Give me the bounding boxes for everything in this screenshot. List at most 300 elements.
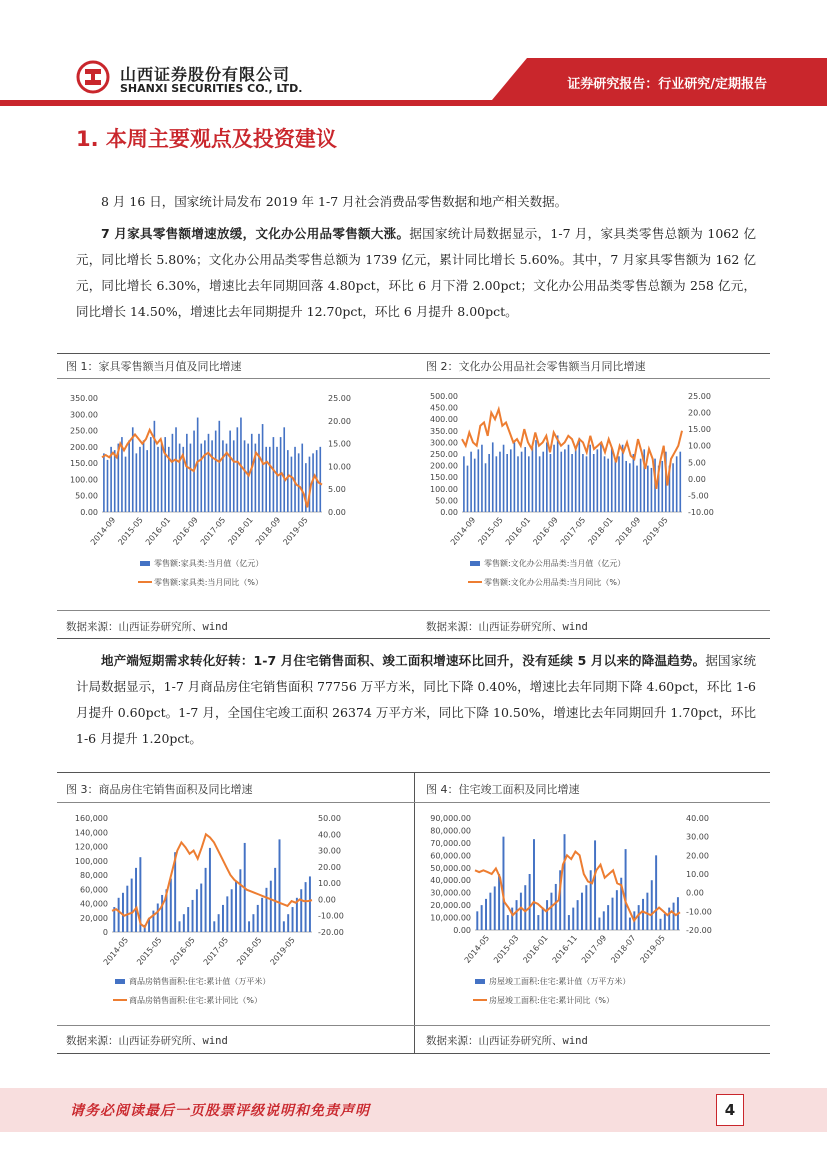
figure-1-caption: 图 1：家具零售额当月值及同比增速 [66,360,242,373]
left-axis-tick: 0 [102,928,108,937]
bar [535,440,537,512]
bar [651,468,653,512]
company-name-en: SHANXI SECURITIES CO., LTD. [120,82,303,95]
bar [481,905,483,930]
bar [517,456,519,512]
bar [485,463,487,512]
figure-3-caption: 图 3：商品房住宅销售面积及同比增速 [66,783,253,796]
bar [265,888,267,932]
bar [291,457,293,512]
bar [651,880,653,930]
bar [146,450,148,512]
legend-line-label: 零售额:文化办公用品类:当月同比（%） [484,578,625,587]
right-axis-tick: 5.00 [328,485,346,495]
bar [510,449,512,512]
bar [668,908,670,930]
line-series [112,834,312,927]
bar [502,837,504,930]
x-axis-tick: 2018-09 [253,515,283,547]
legend-bar-label: 商品房销售面积:住宅:累计值（万平米） [129,977,271,986]
x-axis-tick: 2016-09 [171,515,200,547]
bar [257,905,259,932]
bar [481,445,483,512]
bar [520,893,522,930]
bar [604,456,606,512]
bar [529,874,531,930]
legend-bar-label: 零售额:文化办公用品类:当月值（亿元） [484,559,626,568]
bar [235,881,237,932]
x-axis-tick: 2017-05 [201,935,231,967]
right-axis-tick: -10.00 [686,907,712,917]
x-axis-tick: 2016-01 [521,933,550,965]
bar [208,434,210,512]
bar [143,440,145,512]
right-axis-tick: 20.00 [328,416,351,426]
figure-2-chart [420,382,760,604]
bar [118,898,120,932]
figure-4-caption: 图 4：住宅竣工面积及同比增速 [426,783,580,796]
bar [258,434,260,512]
bar [226,896,228,932]
left-axis-tick: 300.00 [70,410,98,420]
bar [590,870,592,930]
header-band [0,100,827,106]
bar [506,454,508,512]
figure-3-chart [60,806,405,1020]
bar [283,921,285,932]
x-axis-tick: 2019-05 [638,933,667,965]
bar [161,444,163,512]
bar [276,447,278,512]
figure-rule-bottom-2 [57,1053,770,1054]
left-axis-tick: 80,000.00 [430,826,471,836]
x-axis-tick: 2018-01 [586,515,615,547]
paragraph-3-body: 据国家统计局数据显示，1-7 月商品房住宅销售面积 77756 万平方米，同比下降 0.40%，增速比去年同期下降 4.60pct，环比 1-6 月提升 0.60pct。1-7 月，全国住宅竣工面积 26374 万平方米，同比下降 10.50%，增速比去年同期回升 1.70pct，环比 1-6 月提升 1.20pct。 [76,653,756,746]
x-axis-tick: 2014-05 [101,935,131,967]
bar [492,442,494,512]
x-axis-tick: 2016-05 [168,935,197,967]
bar [629,463,631,512]
left-axis-tick: 250.00 [70,426,98,436]
figure-2-source: 数据来源：山西证券研究所、wind [426,621,588,633]
bar [131,879,133,932]
left-axis-tick: 100.00 [430,484,458,494]
bar [103,453,105,512]
bar [244,440,246,512]
bar [305,882,307,932]
bar [542,908,544,930]
left-axis-tick: 350.00 [430,426,458,436]
x-axis-tick: 2014-09 [88,515,118,547]
bar [546,900,548,930]
bar [555,884,557,930]
figure-rule-top-1 [57,353,770,354]
bar [237,427,239,512]
bar [205,868,207,932]
bar [287,914,289,932]
right-axis-tick: 0.00 [686,888,704,898]
bar [516,900,518,930]
right-axis-tick: -20.00 [318,928,344,937]
left-axis-tick: 500.00 [430,392,458,401]
bar [603,911,605,930]
right-axis-tick: -20.00 [686,926,712,935]
bar [607,905,609,930]
x-axis-tick: 2015-05 [135,935,164,967]
bar [612,898,614,930]
left-axis-tick: 10,000.00 [430,913,471,923]
bar [204,440,206,512]
left-axis-tick: 250.00 [430,450,458,459]
bar [292,907,294,932]
bar [629,918,631,930]
right-axis-tick: 0.00 [688,474,706,484]
bar [252,914,254,932]
bar [539,456,541,512]
bar [564,834,566,930]
bar [136,453,138,512]
bar [598,918,600,930]
bar [642,899,644,930]
bar [611,447,613,512]
legend-line-label: 零售额:家具类:当月同比（%） [154,578,263,587]
bar [664,914,666,930]
paragraph-2-lead: 7 月家具零售额增速放缓，文化办公用品零售额大涨。 [101,226,410,241]
bar [476,911,478,930]
bar [571,454,573,512]
x-axis-tick: 2016-01 [143,515,173,547]
bar [222,905,224,932]
bar [546,442,548,512]
left-axis-tick: 30,000.00 [430,888,471,898]
left-axis-tick: 90,000.00 [430,814,471,823]
bar [154,421,156,512]
bar [593,454,595,512]
bar [287,450,289,512]
bar [640,459,642,512]
bar [170,879,172,932]
bar [625,849,627,930]
bar [179,444,181,512]
bar [582,454,584,512]
left-axis-tick: 0.00 [440,508,458,517]
left-axis-tick: 350.00 [70,394,98,403]
right-axis-tick: 30.00 [686,832,709,842]
x-axis-tick: 2017-05 [198,515,228,547]
legend-bar-swatch [470,561,480,566]
bar [646,893,648,930]
paragraph-3-lead: 地产端短期需求转化好转：1-7 月住宅销售面积、竣工面积增速环比回升，没有延续 5 月以来的降温趋势。 [101,653,706,668]
bar [577,900,579,930]
page-number: 4 [716,1094,744,1126]
bar [132,427,134,512]
bar [622,445,624,512]
bar [183,914,185,932]
bar [218,914,220,932]
page-header [0,0,827,112]
bar [600,442,602,512]
right-axis-tick: -5.00 [688,491,709,501]
right-axis-tick: 0.00 [328,508,346,517]
left-axis-tick: 120,000 [74,842,108,852]
right-axis-tick: 5.00 [688,458,706,468]
bar [269,447,271,512]
bar [537,915,539,930]
bar [213,921,215,932]
bar [283,427,285,512]
legend-line-label: 商品房销售面积:住宅:累计同比（%） [129,996,262,1005]
right-axis-tick: 0.00 [318,895,336,905]
bar [528,456,530,512]
right-axis-tick: -10.00 [318,911,344,921]
bar [157,447,159,512]
x-axis-tick: 2019-05 [268,935,297,967]
right-axis-tick: 20.00 [686,851,709,861]
left-axis-tick: 200.00 [430,461,458,471]
x-axis-tick: 2016-01 [503,515,533,547]
bar [474,459,476,512]
company-name-cn: 山西证券股份有限公司 [120,65,291,84]
bar [524,447,526,512]
bar [638,905,640,930]
left-axis-tick: 300.00 [430,438,458,448]
left-axis-tick: 40,000 [80,899,108,909]
bar [179,921,181,932]
right-axis-tick: 25.00 [328,394,351,403]
company-logo [76,60,110,94]
left-axis-tick: 150.00 [70,459,98,469]
right-axis-tick: 10.00 [318,879,341,889]
bar [507,915,509,930]
right-axis-tick: 50.00 [318,814,341,823]
bar [265,447,267,512]
bar [553,445,555,512]
x-axis-tick: 2016-09 [531,515,560,547]
bar [532,447,534,512]
left-axis-tick: 60,000 [80,885,108,895]
bar [229,431,231,512]
right-axis-tick: 40.00 [686,814,709,823]
left-axis-tick: 160,000 [74,814,108,823]
bar [298,453,300,512]
bar [309,876,311,932]
left-axis-tick: 140,000 [74,828,108,838]
right-axis-tick: 25.00 [688,392,711,401]
bar [594,840,596,930]
bar [114,450,116,512]
bar [679,452,681,512]
bar [239,869,241,932]
bar [139,447,141,512]
figure-rule-cap-2 [57,802,770,803]
paragraph-3 [76,648,756,752]
left-axis-tick: 60,000.00 [430,851,471,861]
legend-bar-label: 房屋竣工面积:住宅:累计值（万平方米） [489,977,631,986]
bar [319,447,321,512]
bar [494,886,496,930]
figure-rule-src-1 [57,610,770,611]
bar [488,454,490,512]
bar [498,874,500,930]
bar [270,881,272,932]
bar [467,466,469,512]
bar [597,449,599,512]
bar [247,444,249,512]
bar [196,889,198,932]
x-axis-tick: 2015-05 [476,515,505,547]
bar [172,434,174,512]
x-axis-tick: 2016-11 [550,933,580,965]
bar [586,456,588,512]
bar [496,456,498,512]
figure-divider-2 [414,772,415,1054]
left-axis-tick: 50.00 [75,491,98,501]
bar [215,431,217,512]
bar [301,444,303,512]
right-axis-tick: 10.00 [688,441,711,451]
bar [470,452,472,512]
bar [524,885,526,930]
figure-rule-bottom-1 [57,638,770,639]
bar [647,466,649,512]
bar [231,889,233,932]
left-axis-tick: 0.00 [453,926,471,935]
bar [581,893,583,930]
x-axis-tick: 2019-05 [641,515,670,547]
x-axis-tick: 2017-09 [579,933,609,965]
bar [478,449,480,512]
left-axis-tick: 100.00 [70,475,98,485]
bar [157,904,159,933]
figure-4-chart [420,806,765,1020]
bar [633,454,635,512]
x-axis-tick: 2018-01 [226,515,255,547]
bar [261,898,263,932]
bar [660,919,662,930]
figure-1-source: 数据来源：山西证券研究所、wind [66,621,228,633]
figure-3-source: 数据来源：山西证券研究所、wind [66,1035,228,1047]
bar [499,452,501,512]
bar [585,885,587,930]
bar [521,452,523,512]
bar [125,457,127,512]
bar [575,447,577,512]
bar [616,890,618,930]
right-axis-tick: 40.00 [318,830,341,840]
bar [578,438,580,512]
bar [262,424,264,512]
bar [128,440,130,512]
bar [209,848,211,932]
x-axis-tick: 2017-05 [558,515,588,547]
paragraph-1: 8 月 16 日，国家统计局发布 2019 年 1-7 月社会消费品零售数据和地产相关数据。 [101,194,568,209]
bar [568,915,570,930]
bar [564,449,566,512]
left-axis-tick: 20,000.00 [430,901,471,911]
bar [514,442,516,512]
left-axis-tick: 200.00 [70,442,98,452]
right-axis-tick: 10.00 [686,870,709,879]
x-axis-tick: 2014-09 [448,515,478,547]
bar [533,839,535,930]
right-axis-tick: 15.00 [328,439,351,449]
bar [568,445,570,512]
bar [463,456,465,512]
bar [218,421,220,512]
bar [200,884,202,932]
right-axis-tick: 20.00 [688,408,711,418]
legend-bar-swatch [475,979,485,984]
left-axis-tick: 80,000 [80,871,108,880]
bar [135,868,137,932]
bar [503,445,505,512]
paragraph-2 [76,221,756,325]
bar [625,461,627,512]
bar [279,839,281,932]
bar [672,463,674,512]
bar [655,855,657,930]
bar [550,454,552,512]
figure-4-source: 数据来源：山西证券研究所、wind [426,1035,588,1047]
right-axis-tick: 20.00 [318,862,341,872]
bar [273,437,275,512]
bar [161,895,163,932]
bar [233,440,235,512]
bar [175,427,177,512]
left-axis-tick: 100,000 [74,856,108,866]
left-axis-tick: 400.00 [430,415,458,425]
figure-2-caption: 图 2：文化办公用品社会零售额当月同比增速 [426,360,646,373]
left-axis-tick: 450.00 [430,403,458,413]
figure-rule-src-2 [57,1025,770,1026]
legend-bar-swatch [115,979,125,984]
bar [560,452,562,512]
right-axis-tick: 30.00 [318,846,341,856]
bar [222,440,224,512]
bar [485,899,487,930]
bar [550,893,552,930]
disclaimer-notice[interactable]: 请务必阅读最后一页股票评级说明和免责声明 [70,1103,370,1119]
bar [661,461,663,512]
left-axis-tick: 40,000.00 [430,876,471,886]
left-axis-tick: 70,000.00 [430,838,471,848]
bar [150,437,152,512]
x-axis-tick: 2018-09 [613,515,643,547]
legend-bar-swatch [140,561,150,566]
bar [187,907,189,932]
bar [122,893,124,932]
x-axis-tick: 2018-05 [235,935,264,967]
x-axis-tick: 2019-05 [281,515,310,547]
bar [192,900,194,932]
left-axis-tick: 50.00 [435,496,458,506]
bar [126,886,128,932]
bar [607,459,609,512]
bar [676,456,678,512]
x-axis-tick: 2015-03 [492,933,521,965]
x-axis-tick: 2014-05 [462,933,492,965]
bar [300,889,302,932]
bar [186,434,188,512]
right-axis-tick: 15.00 [688,425,711,435]
bar [615,461,617,512]
left-axis-tick: 150.00 [430,473,458,483]
bar [557,435,559,512]
bar [200,444,202,512]
x-axis-tick: 2018-07 [609,933,638,965]
bar [248,921,250,932]
bar [542,452,544,512]
